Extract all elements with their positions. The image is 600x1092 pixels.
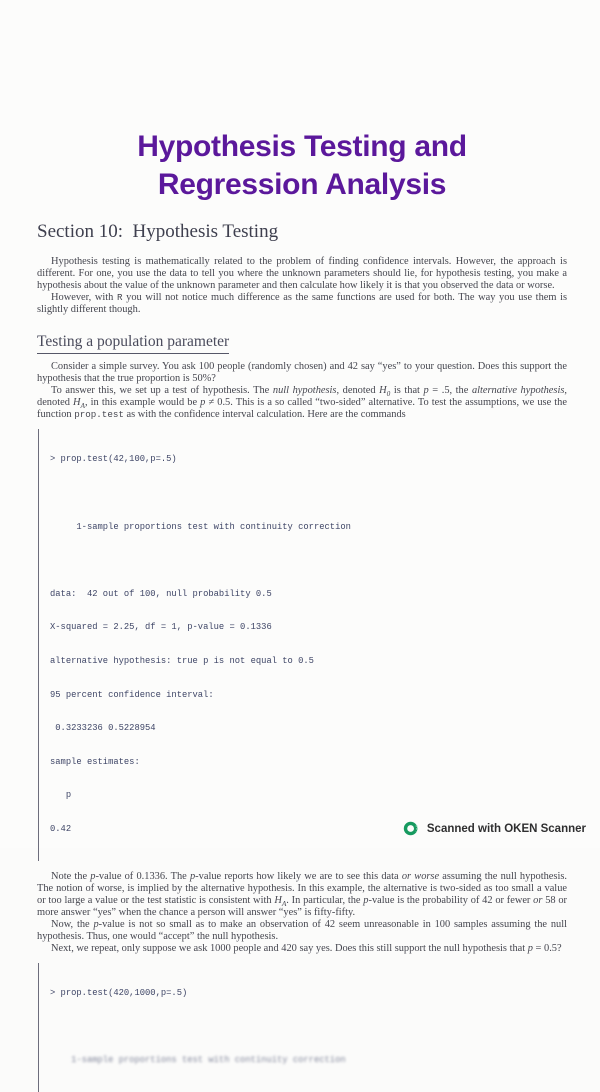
scanner-watermark-label: Scanned with OKEN Scanner xyxy=(426,822,586,835)
scanner-watermark xyxy=(403,820,586,837)
text-fragment: Now, the xyxy=(51,918,94,930)
code-line: 0.3233236 0.5228954 xyxy=(50,723,156,734)
page-title xyxy=(37,128,567,204)
text-fragment: , in this example would be xyxy=(84,397,201,408)
text-fragment: = .5, the xyxy=(428,385,472,396)
italic-term: or xyxy=(533,894,543,906)
text-fragment: To answer this, we set up a test of hypothesis. The xyxy=(51,385,273,396)
italic-term: alternative hypothesis xyxy=(471,385,565,396)
section-heading: Section 10: Hypothesis Testing xyxy=(37,221,279,242)
text-fragment: as with the confidence interval calculation. Here are the commands xyxy=(123,409,406,420)
text-fragment: . In particular, the xyxy=(286,894,364,906)
code-line: 95 percent confidence interval: xyxy=(50,689,214,700)
code-line xyxy=(50,1022,567,1033)
paragraph xyxy=(37,256,567,292)
paragraph xyxy=(37,919,567,943)
text-fragment: , denoted xyxy=(37,385,567,408)
paragraph xyxy=(37,292,567,316)
paragraph xyxy=(37,361,567,385)
code-line: X-squared = 2.25, df = 1, p-value = 0.1336 xyxy=(50,622,272,633)
subsection-heading xyxy=(37,332,567,354)
text-fragment: Hypothesis testing is mathematically related to the problem of finding confidence intervals. However, the approach is different. For one, you use the data to tell you where the unknown parameters should lie, for hypothesis testing, you make a hypothesis about the value of the unknown parameter and then calculate how likely it is that you observed the data or worse. xyxy=(37,256,567,291)
text-fragment: = 0.5? xyxy=(532,942,562,954)
text-fragment: Next, we repeat, only suppose we ask 1000 people and 420 say yes. Does this still support the null hypothesis that xyxy=(51,942,528,954)
code-block-prop-test-100 xyxy=(38,429,567,861)
text-fragment: -value of 0.1336. The xyxy=(95,870,190,882)
code-line: 1-sample proportions test with continuity correction xyxy=(50,521,351,532)
math-var: H xyxy=(379,385,387,396)
math-var: p xyxy=(93,918,99,930)
text-fragment: is that xyxy=(390,385,424,396)
paragraph xyxy=(37,943,567,955)
code-line xyxy=(50,555,567,566)
math-var: H xyxy=(72,397,81,408)
math-var: p xyxy=(189,870,196,882)
math-subscript: 0 xyxy=(386,389,391,399)
page-title-line2: Regression Analysis xyxy=(157,168,447,201)
inline-code: prop.test xyxy=(74,409,124,420)
math-var: H xyxy=(274,894,282,906)
italic-term: null hypothesis xyxy=(272,385,337,396)
text-fragment: you will not notice much difference as the same functions are used for both. The way you use them is slightly different though. xyxy=(37,292,568,315)
text-fragment: ≠ 0.5. This is a so called “two-sided” alternative. To test the assumptions, we use the function xyxy=(37,397,567,420)
text-fragment: -value is not so small as to make an observation of 42 seem unreasonable in 100 samples assuming the null hypothesis. Thus, one would “accept” the null hypothesis. xyxy=(37,918,568,942)
text-fragment: -value is the probability of 42 or fewer xyxy=(368,894,534,906)
code-line-faded: 1-sample proportions test with continuity correction xyxy=(50,1055,346,1066)
text-fragment: -value reports how likely we are to see this data xyxy=(195,870,402,882)
math-subscript: A xyxy=(80,401,85,411)
text-fragment: 58 or more answer “yes” when the chance a person will answer “yes” is fifty-fifty. xyxy=(37,894,568,918)
code-line: p xyxy=(50,790,72,801)
math-var: p xyxy=(423,385,429,396)
code-line: alternative hypothesis: true p is not equal to 0.5 xyxy=(50,656,314,667)
code-line: > prop.test(420,1000,p=.5) xyxy=(50,988,188,999)
math-var: p xyxy=(527,942,533,954)
text-fragment: , denoted xyxy=(336,385,380,396)
code-line xyxy=(50,488,567,499)
code-line: 0.42 xyxy=(50,824,72,835)
math-var: p xyxy=(363,894,369,906)
text-fragment: assuming the null hypothesis. The notion of worse, is implied by the alternative hypothesis. In this example, the alternative is two-sided as too small a value or too large a value or the test statistic is consistent with xyxy=(37,870,567,906)
text-fragment: Note the xyxy=(51,870,91,882)
math-var: p xyxy=(90,870,96,882)
code-line: sample estimates: xyxy=(50,756,140,767)
code-line: > prop.test(42,100,p=.5) xyxy=(50,454,177,465)
paragraph xyxy=(37,871,567,919)
inline-code: R xyxy=(116,292,123,303)
text-fragment: However, with xyxy=(51,292,117,303)
code-block-prop-test-1000 xyxy=(38,963,567,1092)
code-line: data: 42 out of 100, null probability 0.5 xyxy=(50,588,272,599)
text-fragment: Consider a simple survey. You ask 100 people (randomly chosen) and 42 say “yes” to your question. Does this support the hypothesis that the true proportion is 50%? xyxy=(37,361,567,384)
subsection-heading-text: Testing a population parameter xyxy=(37,332,229,354)
paragraph xyxy=(37,385,567,421)
oken-scanner-logo-icon xyxy=(403,820,420,837)
math-subscript: A xyxy=(281,898,287,908)
math-var: p xyxy=(200,397,206,408)
italic-term: or worse xyxy=(401,870,440,882)
page-title-line1: Hypothesis Testing and xyxy=(137,130,467,163)
